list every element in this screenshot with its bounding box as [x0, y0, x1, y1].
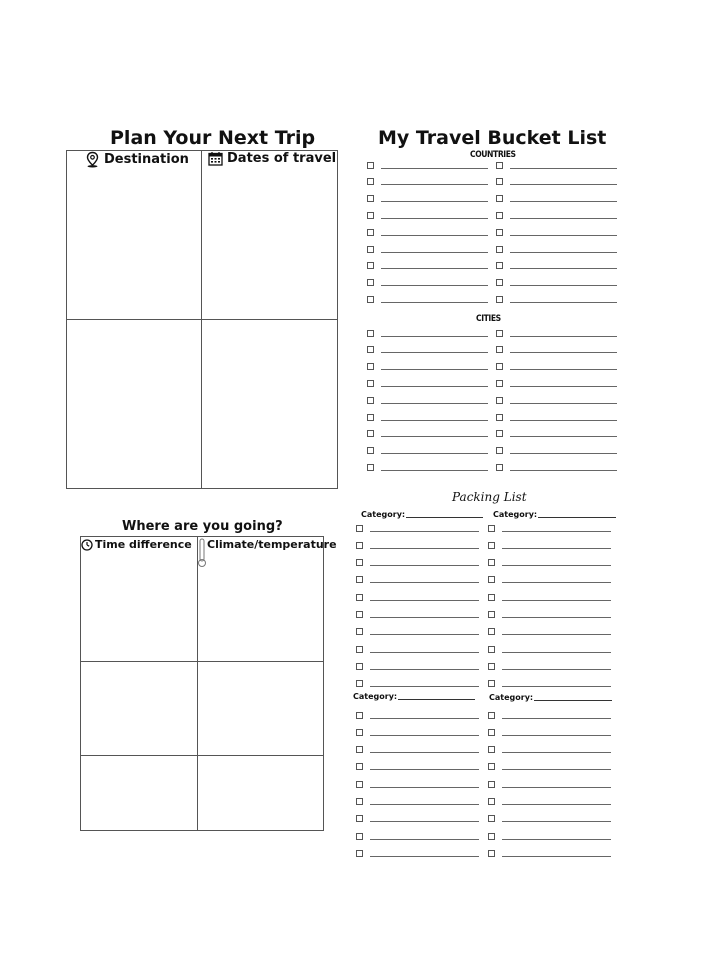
climate-header: [207, 538, 337, 551]
checkbox[interactable]: [496, 262, 503, 269]
checklist-item[interactable]: [367, 461, 488, 473]
write-in-line[interactable]: [381, 403, 488, 404]
checkbox[interactable]: [367, 262, 374, 269]
checkbox[interactable]: [367, 195, 374, 202]
write-in-line[interactable]: [370, 617, 479, 618]
write-in-line[interactable]: [370, 600, 479, 601]
write-in-line[interactable]: [510, 184, 617, 185]
checklist-item[interactable]: [367, 411, 488, 423]
where-going-divider-vertical: [197, 536, 198, 831]
write-in-line[interactable]: [370, 804, 479, 805]
checkbox[interactable]: [367, 178, 374, 185]
checklist-item[interactable]: [356, 574, 479, 586]
write-in-line[interactable]: [510, 252, 617, 253]
checkbox[interactable]: [488, 746, 495, 753]
trip-planner-divider-horizontal: [66, 319, 338, 320]
checklist-item[interactable]: [367, 277, 488, 289]
where-going-title: Where are you going?: [122, 519, 283, 534]
checkbox[interactable]: [488, 833, 495, 840]
checklist-item[interactable]: [496, 277, 617, 289]
checklist-item[interactable]: [367, 159, 488, 171]
checkbox[interactable]: [488, 680, 495, 687]
checkbox[interactable]: [367, 296, 374, 303]
checkbox[interactable]: [488, 763, 495, 770]
checklist-item[interactable]: [488, 830, 611, 842]
write-in-line[interactable]: [381, 369, 488, 370]
write-in-line[interactable]: [510, 436, 617, 437]
write-in-line[interactable]: [510, 352, 617, 353]
checkbox[interactable]: [367, 162, 374, 169]
checkbox[interactable]: [356, 594, 363, 601]
checklist-item[interactable]: [496, 461, 617, 473]
write-in-line[interactable]: [381, 436, 488, 437]
packing-category-3[interactable]: [353, 692, 475, 701]
write-in-line[interactable]: [381, 268, 488, 269]
checklist-item[interactable]: [496, 193, 617, 205]
checklist-item[interactable]: [356, 591, 479, 603]
write-in-line[interactable]: [370, 856, 479, 857]
write-in-line[interactable]: [502, 821, 611, 822]
checkbox[interactable]: [488, 850, 495, 857]
write-in-line[interactable]: [510, 470, 617, 471]
checklist-item[interactable]: [367, 428, 488, 440]
checklist-item[interactable]: [496, 159, 617, 171]
write-in-line[interactable]: [510, 218, 617, 219]
write-in-line[interactable]: [381, 184, 488, 185]
write-in-line[interactable]: [510, 386, 617, 387]
write-in-line[interactable]: [510, 268, 617, 269]
checklist-item[interactable]: [488, 660, 611, 672]
checkbox[interactable]: [496, 363, 503, 370]
checklist-item[interactable]: [356, 830, 479, 842]
packing-list-title: Packing List: [452, 490, 527, 504]
checkbox[interactable]: [367, 330, 374, 337]
dates-label: Dates of travel: [227, 151, 337, 166]
checkbox[interactable]: [367, 363, 374, 370]
checkbox[interactable]: [496, 162, 503, 169]
checkbox[interactable]: [488, 729, 495, 736]
checklist-item[interactable]: [496, 428, 617, 440]
checklist-item[interactable]: [496, 260, 617, 272]
checklist-item[interactable]: [496, 445, 617, 457]
checkbox[interactable]: [488, 781, 495, 788]
checklist-item[interactable]: [356, 726, 479, 738]
checklist-item[interactable]: [367, 377, 488, 389]
checkbox[interactable]: [496, 212, 503, 219]
destination-label: Destination: [104, 152, 189, 167]
checklist-item[interactable]: [496, 344, 617, 356]
write-in-line[interactable]: [370, 669, 479, 670]
write-in-line[interactable]: [502, 839, 611, 840]
thermometer-icon: [197, 538, 207, 568]
checkbox[interactable]: [367, 346, 374, 353]
checklist-item[interactable]: [367, 193, 488, 205]
write-in-line[interactable]: [381, 235, 488, 236]
checkbox[interactable]: [488, 712, 495, 719]
write-in-line[interactable]: [381, 285, 488, 286]
write-in-line[interactable]: [370, 752, 479, 753]
write-in-line[interactable]: [502, 787, 611, 788]
write-in-line[interactable]: [370, 531, 479, 532]
category-label: Category:: [361, 510, 406, 519]
checklist-item[interactable]: [367, 209, 488, 221]
checkbox[interactable]: [356, 763, 363, 770]
checkbox[interactable]: [356, 611, 363, 618]
checklist-item[interactable]: [356, 539, 479, 551]
checklist-item[interactable]: [488, 591, 611, 603]
write-in-line[interactable]: [502, 531, 611, 532]
write-in-line[interactable]: [510, 369, 617, 370]
write-in-line[interactable]: [370, 787, 479, 788]
checkbox[interactable]: [356, 729, 363, 736]
checklist-item[interactable]: [488, 557, 611, 569]
checkbox[interactable]: [496, 195, 503, 202]
write-in-line[interactable]: [502, 735, 611, 736]
calendar-icon: [208, 151, 223, 166]
checklist-item[interactable]: [356, 796, 479, 808]
checkbox[interactable]: [356, 850, 363, 857]
checklist-item[interactable]: [496, 327, 617, 339]
write-in-line[interactable]: [381, 218, 488, 219]
packing-category-4[interactable]: [489, 693, 612, 702]
write-in-line[interactable]: [502, 752, 611, 753]
checkbox[interactable]: [488, 611, 495, 618]
cities-heading: CITIES: [476, 314, 501, 324]
checkbox[interactable]: [367, 430, 374, 437]
write-in-line[interactable]: [381, 453, 488, 454]
checklist-item[interactable]: [367, 293, 488, 305]
write-in-line[interactable]: [370, 565, 479, 566]
checkbox[interactable]: [488, 815, 495, 822]
checklist-item[interactable]: [488, 678, 611, 690]
checklist-item[interactable]: [488, 778, 611, 790]
checklist-item[interactable]: [488, 626, 611, 638]
checklist-item[interactable]: [356, 813, 479, 825]
packing-category-1[interactable]: [361, 510, 483, 519]
write-in-line[interactable]: [502, 652, 611, 653]
where-going-grid: [80, 536, 324, 831]
write-in-line[interactable]: [502, 634, 611, 635]
checklist-item[interactable]: [488, 643, 611, 655]
checklist-item[interactable]: [367, 226, 488, 238]
write-in-line[interactable]: [502, 582, 611, 583]
checklist-item[interactable]: [496, 209, 617, 221]
write-in-line[interactable]: [381, 352, 488, 353]
checkbox[interactable]: [488, 663, 495, 670]
write-in-line[interactable]: [502, 856, 611, 857]
checkbox[interactable]: [367, 397, 374, 404]
checkbox[interactable]: [496, 464, 503, 471]
write-in-line[interactable]: [381, 336, 488, 337]
write-in-line[interactable]: [370, 634, 479, 635]
checkbox[interactable]: [356, 746, 363, 753]
checkbox[interactable]: [496, 380, 503, 387]
write-in-line[interactable]: [510, 235, 617, 236]
write-in-line[interactable]: [510, 302, 617, 303]
checklist-item[interactable]: [356, 660, 479, 672]
clock-icon: [81, 539, 93, 551]
checkbox[interactable]: [356, 559, 363, 566]
checklist-item[interactable]: [496, 377, 617, 389]
checklist-item[interactable]: [367, 394, 488, 406]
write-in-line[interactable]: [502, 686, 611, 687]
checkbox[interactable]: [496, 296, 503, 303]
checkbox[interactable]: [356, 833, 363, 840]
write-in-line[interactable]: [510, 453, 617, 454]
checkbox[interactable]: [356, 576, 363, 583]
write-in-line[interactable]: [370, 652, 479, 653]
checkbox[interactable]: [496, 397, 503, 404]
checklist-item[interactable]: [367, 260, 488, 272]
checkbox[interactable]: [367, 246, 374, 253]
checkbox[interactable]: [496, 279, 503, 286]
write-in-line[interactable]: [370, 821, 479, 822]
write-in-line[interactable]: [381, 168, 488, 169]
checkbox[interactable]: [367, 229, 374, 236]
trip-planner-title: Plan Your Next Trip: [110, 127, 316, 149]
checklist-item[interactable]: [488, 539, 611, 551]
bucket-list-title: My Travel Bucket List: [378, 127, 607, 149]
checklist-item[interactable]: [496, 411, 617, 423]
checklist-item[interactable]: [356, 847, 479, 859]
write-in-line[interactable]: [510, 336, 617, 337]
checklist-item[interactable]: [496, 226, 617, 238]
checkbox[interactable]: [367, 380, 374, 387]
checkbox[interactable]: [367, 414, 374, 421]
checklist-item[interactable]: [488, 847, 611, 859]
write-in-line[interactable]: [502, 600, 611, 601]
checklist-item[interactable]: [367, 176, 488, 188]
checkbox[interactable]: [488, 576, 495, 583]
write-in-line[interactable]: [510, 403, 617, 404]
checkbox[interactable]: [488, 594, 495, 601]
checklist-item[interactable]: [488, 726, 611, 738]
write-in-line[interactable]: [370, 686, 479, 687]
checklist-item[interactable]: [496, 394, 617, 406]
category-label: Category:: [493, 510, 538, 519]
write-in-line[interactable]: [370, 548, 479, 549]
checkbox[interactable]: [356, 628, 363, 635]
checklist-item[interactable]: [496, 243, 617, 255]
checkbox[interactable]: [367, 212, 374, 219]
checkbox[interactable]: [367, 464, 374, 471]
checklist-item[interactable]: [367, 344, 488, 356]
write-in-line[interactable]: [502, 718, 611, 719]
checkbox[interactable]: [356, 525, 363, 532]
category-label: Category:: [489, 693, 534, 702]
checkbox[interactable]: [356, 815, 363, 822]
checkbox[interactable]: [367, 447, 374, 454]
checklist-item[interactable]: [488, 522, 611, 534]
write-in-line[interactable]: [381, 252, 488, 253]
where-going-divider-row2: [80, 755, 324, 756]
checkbox[interactable]: [356, 663, 363, 670]
write-in-line[interactable]: [502, 769, 611, 770]
write-in-line[interactable]: [381, 302, 488, 303]
checklist-item[interactable]: [356, 522, 479, 534]
write-in-line[interactable]: [502, 804, 611, 805]
category-label: Category:: [353, 692, 398, 701]
checkbox[interactable]: [496, 346, 503, 353]
checklist-item[interactable]: [488, 574, 611, 586]
write-in-line[interactable]: [510, 420, 617, 421]
time-difference-label: Time difference: [95, 538, 192, 551]
destination-header: [85, 151, 189, 168]
climate-label: Climate/temperature: [207, 538, 337, 551]
checklist-item[interactable]: [488, 813, 611, 825]
write-in-line[interactable]: [370, 735, 479, 736]
time-difference-header: [81, 538, 192, 551]
checklist-item[interactable]: [488, 761, 611, 773]
checklist-item[interactable]: [367, 243, 488, 255]
packing-category-2[interactable]: [493, 510, 616, 519]
checklist-item[interactable]: [488, 796, 611, 808]
checklist-item[interactable]: [488, 709, 611, 721]
write-in-line[interactable]: [510, 201, 617, 202]
checkbox[interactable]: [488, 559, 495, 566]
write-in-line[interactable]: [502, 669, 611, 670]
checkbox[interactable]: [488, 798, 495, 805]
checkbox[interactable]: [488, 646, 495, 653]
checkbox[interactable]: [496, 447, 503, 454]
write-in-line[interactable]: [381, 386, 488, 387]
checkbox[interactable]: [356, 680, 363, 687]
countries-heading: COUNTRIES: [470, 150, 516, 160]
checkbox[interactable]: [496, 330, 503, 337]
checkbox[interactable]: [356, 542, 363, 549]
checklist-item[interactable]: [356, 609, 479, 621]
write-in-line[interactable]: [510, 168, 617, 169]
checklist-item[interactable]: [496, 293, 617, 305]
write-in-line[interactable]: [370, 839, 479, 840]
write-in-line[interactable]: [370, 582, 479, 583]
write-in-line[interactable]: [381, 470, 488, 471]
checkbox[interactable]: [488, 525, 495, 532]
write-in-line[interactable]: [502, 548, 611, 549]
checkbox[interactable]: [496, 178, 503, 185]
checklist-item[interactable]: [496, 361, 617, 373]
write-in-line[interactable]: [381, 420, 488, 421]
checklist-item[interactable]: [367, 445, 488, 457]
checklist-item[interactable]: [356, 643, 479, 655]
checkbox[interactable]: [496, 229, 503, 236]
write-in-line[interactable]: [502, 617, 611, 618]
checkbox[interactable]: [356, 646, 363, 653]
write-in-line[interactable]: [510, 285, 617, 286]
checklist-item[interactable]: [367, 327, 488, 339]
checkbox[interactable]: [356, 712, 363, 719]
write-in-line[interactable]: [381, 201, 488, 202]
checkbox[interactable]: [488, 628, 495, 635]
checklist-item[interactable]: [356, 778, 479, 790]
write-in-line[interactable]: [370, 718, 479, 719]
checkbox[interactable]: [488, 542, 495, 549]
checklist-item[interactable]: [356, 709, 479, 721]
checklist-item[interactable]: [488, 744, 611, 756]
checklist-item[interactable]: [356, 744, 479, 756]
checklist-item[interactable]: [367, 361, 488, 373]
checkbox[interactable]: [496, 246, 503, 253]
checkbox[interactable]: [356, 798, 363, 805]
checklist-item[interactable]: [356, 626, 479, 638]
map-pin-icon: [85, 151, 100, 168]
checkbox[interactable]: [367, 279, 374, 286]
checklist-item[interactable]: [496, 176, 617, 188]
dates-header: [208, 151, 336, 166]
checkbox[interactable]: [496, 414, 503, 421]
write-in-line[interactable]: [502, 565, 611, 566]
where-going-divider-row1: [80, 661, 324, 662]
checklist-item[interactable]: [356, 678, 479, 690]
checkbox[interactable]: [496, 430, 503, 437]
checkbox[interactable]: [356, 781, 363, 788]
checklist-item[interactable]: [488, 609, 611, 621]
checklist-item[interactable]: [356, 761, 479, 773]
write-in-line[interactable]: [370, 769, 479, 770]
checklist-item[interactable]: [356, 557, 479, 569]
